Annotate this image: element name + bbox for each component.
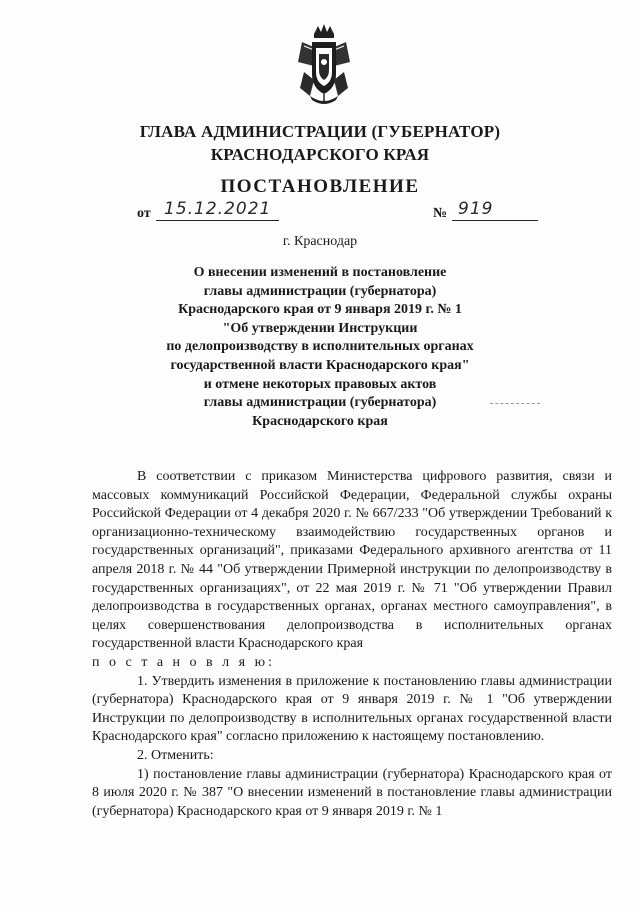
title-line: Краснодарского края (252, 413, 388, 429)
title-line: главы администрации (губернатора) (203, 283, 437, 299)
document-type-heading: ПОСТАНОВЛЕНИЕ (220, 176, 420, 197)
title-line: "Об утверждении Инструкции (222, 320, 418, 336)
title-line: по делопроизводству в исполнительных органах (166, 339, 474, 355)
document-number: 919 (452, 198, 538, 221)
item-2-1-paragraph: 1) постановление главы администрации (губернатора) Краснодарского края от 8 июля 2020 г. № 387 "О внесении изменений в постановление главы администрации (губернатора) Краснодарского края от 9 января 2019 г. № 1 (92, 766, 612, 819)
issuer-title-line1: ГЛАВА АДМИНИСТРАЦИИ (ГУБЕРНАТОР) (139, 122, 501, 141)
item-1-paragraph: 1. Утвердить изменения в приложение к постановлению главы администрации (губернатора) Краснодарского края от 9 января 2019 г. № 1 "Об утверждении Инструкции по делопроизводству в исполнительных органах государственной власти Краснодарского края" согласно приложению к настоящему постановлению. (92, 673, 612, 745)
issuer-title-line2: КРАСНОДАРСКОГО КРАЯ (210, 145, 430, 164)
decorative-dash-line (490, 403, 540, 404)
document-body (92, 468, 612, 821)
number-label: № (433, 206, 448, 221)
title-line: Краснодарского края от 9 января 2019 г. № 1 (178, 302, 462, 318)
coat-of-arms-emblem (294, 22, 354, 108)
title-line: главы администрации (губернатора) (203, 395, 437, 411)
item-2-paragraph: 2. Отменить: (137, 747, 214, 763)
title-line: и отмене некоторых правовых актов (203, 376, 437, 392)
document-title (150, 264, 490, 431)
title-line: государственной власти Краснодарского края" (170, 357, 470, 373)
title-line: О внесении изменений в постановление (193, 265, 447, 280)
document-date: 15.12.2021 (156, 198, 279, 221)
date-label: от (137, 206, 151, 221)
city-name: г. Краснодар (282, 234, 358, 249)
preamble-paragraph: В соответствии с приказом Министерства цифрового развития, связи и массовых коммуникаций Российской Федерации, Федеральной службы охраны Российской Федерации от 4 декабря 2020 г. № 667/233 "Об утверждении Требований к организационно-техническому взаимодействию государственных органов и государственных организаций", приказами Федерального архивного агентства от 11 апреля 2018 г. № 44 "Об утверждении Примерной инструкции по делопроизводству в государственных организациях", от 22 мая 2019 г. № 71 "Об утверждении Правил делопроизводства в государственных органах, органах местного самоуправления", в целях совершенствования делопроизводства в исполнительных органах государственной власти Краснодарского края (92, 469, 612, 652)
decree-word: п о с т а н о в л я ю: (92, 654, 275, 670)
